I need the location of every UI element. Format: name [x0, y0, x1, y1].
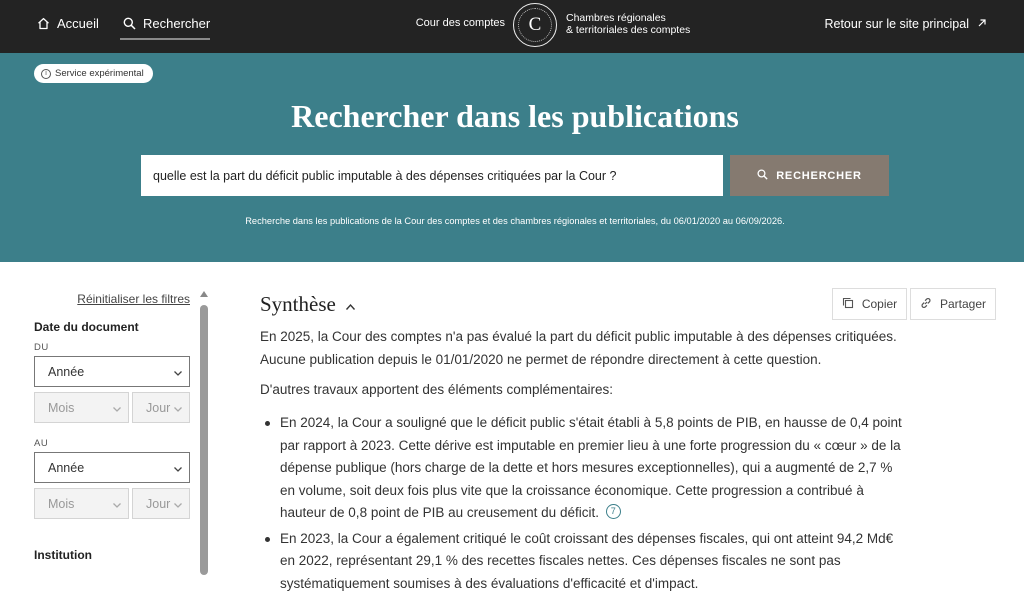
- to-month-select[interactable]: [34, 488, 129, 519]
- to-day-value: Jour: [146, 496, 171, 511]
- experimental-service-badge: [34, 64, 153, 83]
- from-year-value: Année: [48, 364, 85, 379]
- back-to-main-site-link[interactable]: [824, 17, 987, 31]
- search-submit-button[interactable]: [730, 155, 889, 196]
- bullet-text: En 2023, la Cour a également critiqué le coût croissant des dépenses fiscales, qui ont atteint 94,2 Md€ en 2022, représentant 29,1 % des recettes fiscales nettes. Ces dépenses fiscales ne sont pas systématiquement soumises à des évaluations d'efficacité et d'impact.: [280, 530, 894, 591]
- nav-search-label: Rechercher: [143, 15, 211, 31]
- copy-button[interactable]: [832, 288, 907, 320]
- logo-monogram: C: [518, 8, 552, 42]
- nav-home-link[interactable]: [37, 0, 99, 46]
- date-filter-title: Date du document: [34, 320, 139, 334]
- chevron-down-icon: [173, 403, 183, 417]
- to-month-value: Mois: [48, 496, 75, 511]
- institution-logo[interactable]: [513, 3, 557, 47]
- scrollbar-thumb[interactable]: [200, 305, 208, 575]
- synthesis-title: Synthèse: [260, 292, 336, 316]
- external-arrow-icon: [977, 17, 987, 31]
- bullet-text: En 2024, la Cour a souligné que le déficit public s'était établi à 5,8 points de PIB, en hausse de 0,4 point par rapport à 2023. Cette dérive est imputable en premier lieu à une forte progression du « cœur » de la dépense publique (hors charge de la dette et hors mesures exceptionnelles), qui a augmenté de 2,7 % en volume, soit deux fois plus vite que la croissance économique. Cette progression a contribué à hauteur de 0,8 point de PIB au creusement du déficit.: [280, 415, 902, 520]
- date-from-label: DU: [34, 342, 49, 353]
- link-icon: [920, 297, 932, 312]
- brand-cour-des-comptes: Cour des comptes: [415, 17, 505, 29]
- institution-filter-title: Institution: [34, 548, 92, 562]
- synthesis-bullet-list: [260, 412, 910, 598]
- page-title: Rechercher dans les publications: [291, 98, 739, 134]
- back-link-label: Retour sur le site principal: [824, 17, 969, 31]
- search-button-label: RECHERCHER: [776, 169, 862, 182]
- info-icon: i: [41, 69, 51, 79]
- filters-sidebar: [34, 262, 214, 575]
- synthesis-paragraph-2: D'autres travaux apportent des éléments complémentaires:: [260, 382, 614, 397]
- to-year-value: Année: [48, 460, 85, 475]
- list-item: [260, 528, 910, 596]
- from-day-select[interactable]: [132, 392, 190, 423]
- chevron-down-icon: [173, 463, 183, 477]
- chevron-down-icon: [173, 367, 183, 381]
- chevron-down-icon: [112, 403, 122, 417]
- search-input[interactable]: [141, 155, 723, 196]
- from-month-select[interactable]: [34, 392, 129, 423]
- search-scope-caption: Recherche dans les publications de la Cour des comptes et des chambres régionales et territoriales, du 06/01/2020 au 06/09/2026.: [245, 216, 785, 226]
- chevron-down-icon: [112, 499, 122, 513]
- brand-right-line2: & territoriales des comptes: [566, 24, 691, 36]
- chevron-up-icon[interactable]: [345, 292, 356, 317]
- from-month-value: Mois: [48, 400, 75, 415]
- citation-badge[interactable]: 7: [606, 504, 621, 519]
- date-to-label: AU: [34, 438, 49, 449]
- nav-home-label: Accueil: [57, 15, 99, 31]
- list-item: [260, 412, 910, 525]
- reset-filters-link[interactable]: Réinitialiser les filtres: [77, 292, 190, 306]
- scroll-up-arrow-icon[interactable]: [200, 291, 208, 297]
- badge-label: Service expérimental: [55, 68, 144, 79]
- to-year-select[interactable]: [34, 452, 190, 483]
- home-icon: [37, 17, 50, 30]
- search-icon: [123, 17, 136, 30]
- search-icon: [757, 169, 768, 183]
- brand-right-line1: Chambres régionales: [566, 12, 666, 24]
- share-button[interactable]: [910, 288, 996, 320]
- sidebar-scrollbar[interactable]: [200, 291, 208, 575]
- active-tab-indicator: [120, 38, 210, 40]
- chevron-down-icon: [173, 499, 183, 513]
- from-year-select[interactable]: [34, 356, 190, 387]
- synthesis-heading: [260, 292, 356, 317]
- search-hero: [0, 53, 1024, 262]
- copy-icon: [842, 297, 854, 312]
- to-day-select[interactable]: [132, 488, 190, 519]
- from-day-value: Jour: [146, 400, 171, 415]
- copy-label: Copier: [861, 297, 898, 311]
- share-label: Partager: [939, 297, 987, 311]
- brand-chambres-regionales: [566, 12, 690, 36]
- synthesis-paragraph-1: En 2025, la Cour des comptes n'a pas évalué la part du déficit public imputable à des dépenses critiquées. Aucune publication depuis le 01/01/2020 ne permet de répondre directement à cette question.: [260, 329, 897, 367]
- top-navigation-bar: [0, 0, 1024, 53]
- synthesis-panel: [260, 262, 1000, 591]
